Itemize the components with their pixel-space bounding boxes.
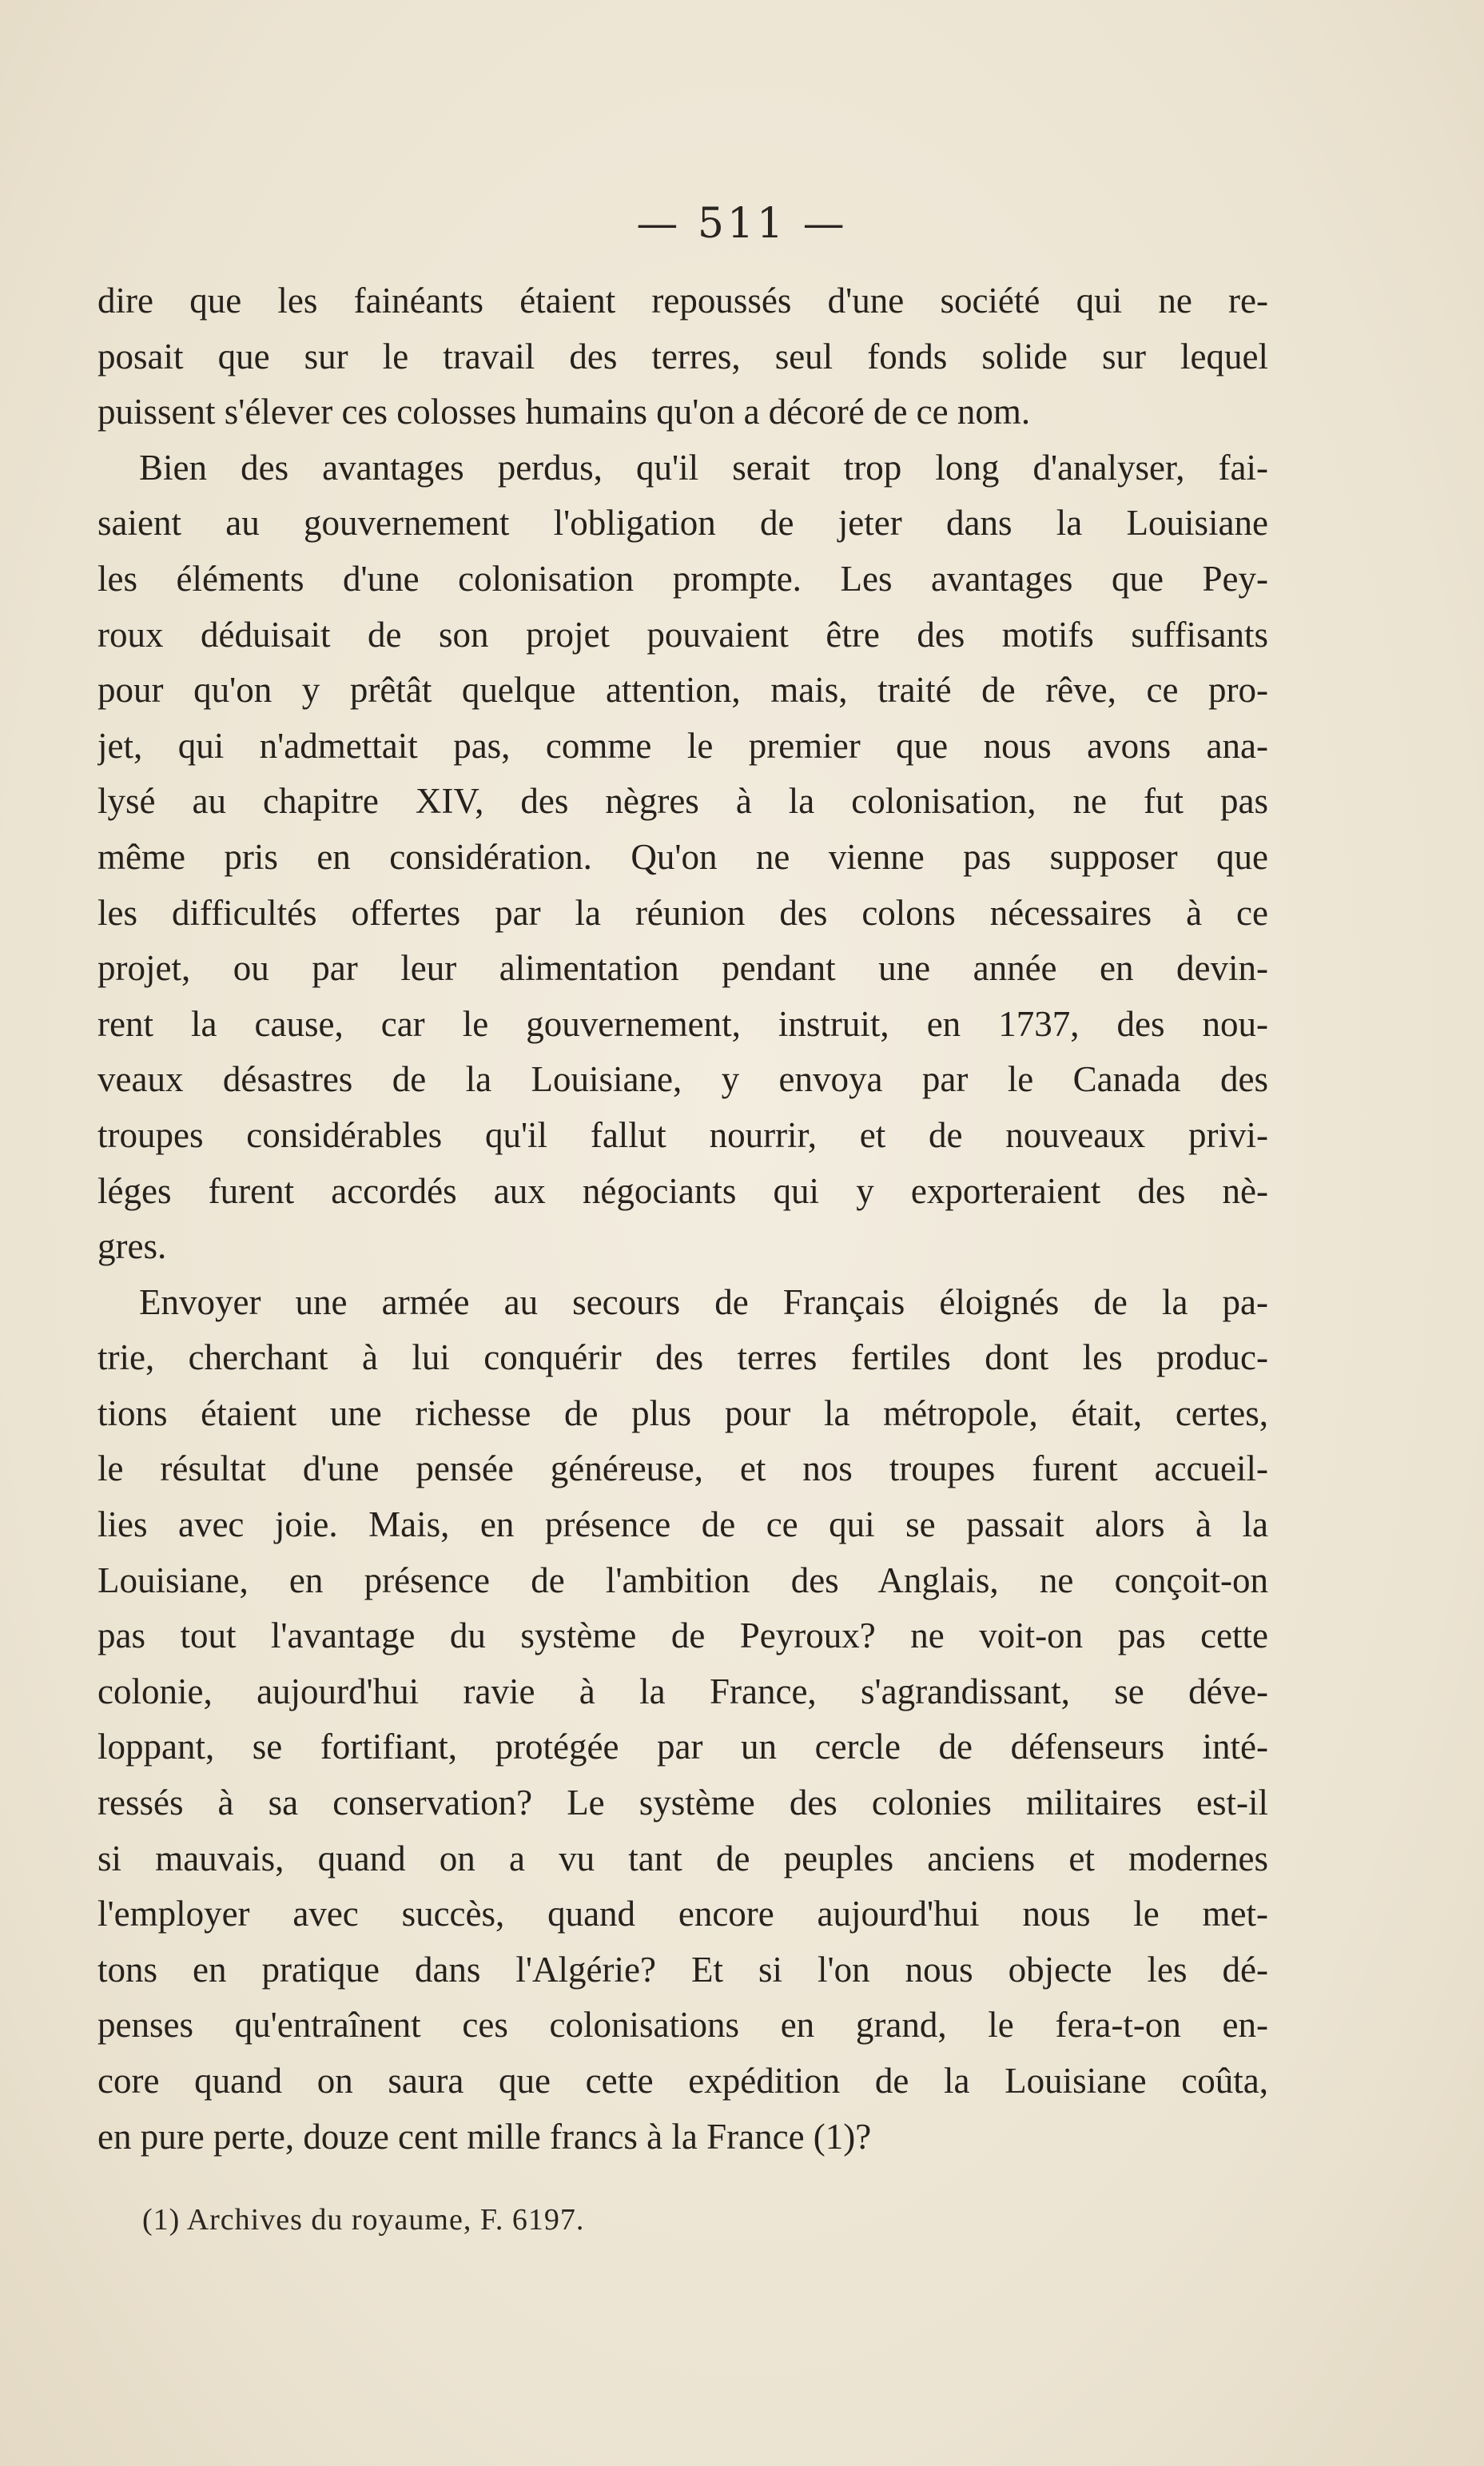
- text-line: dire que les fainéants étaient repoussés d'une société qui ne re-: [97, 281, 1268, 321]
- text-line: troupes considérables qu'il fallut nourrir, et de nouveaux privi-: [97, 1114, 1268, 1155]
- page-number: — 511 —: [636, 200, 848, 248]
- text-line: pour qu'on y prêtât quelque attention, mais, traité de rêve, ce pro-: [97, 670, 1268, 711]
- text-line: si mauvais, quand on a vu tant de peuples anciens et modernes: [97, 1838, 1268, 1878]
- text-line: loppant, se fortifiant, protégée par un cercle de défenseurs inté-: [97, 1727, 1268, 1767]
- body-text: [97, 273, 1268, 2165]
- text-line: projet, ou par leur alimentation pendant une année en devin-: [97, 948, 1268, 989]
- paragraph-start-line: Envoyer une armée au secours de Français éloignés de la pa-: [139, 1281, 1268, 1322]
- footnote: (1) Archives du royaume, F. 6197.: [142, 2203, 585, 2237]
- text-line: les éléments d'une colonisation prompte. Les avantages que Pey-: [97, 558, 1268, 599]
- text-line: même pris en considération. Qu'on ne vienne pas supposer que: [97, 836, 1268, 877]
- text-line: gres.: [97, 1226, 167, 1267]
- text-line: le résultat d'une pensée généreuse, et nos troupes furent accueil-: [97, 1448, 1268, 1489]
- text-line: core quand on saura que cette expédition de la Louisiane coûta,: [97, 2061, 1268, 2101]
- text-line: trie, cherchant à lui conquérir des terres fertiles dont les produc-: [97, 1337, 1268, 1378]
- text-line: puissent s'élever ces colosses humains qu'on a décoré de ce nom.: [97, 392, 1031, 432]
- text-line: tons en pratique dans l'Algérie? Et si l'on nous objecte les dé-: [97, 1949, 1268, 1990]
- text-line: l'employer avec succès, quand encore aujourd'hui nous le met-: [97, 1894, 1268, 1934]
- paragraph-start-line: Bien des avantages perdus, qu'il serait trop long d'analyser, fai-: [139, 447, 1268, 488]
- text-line: saient au gouvernement l'obligation de jeter dans la Louisiane: [97, 503, 1268, 544]
- text-line: veaux désastres de la Louisiane, y envoya par le Canada des: [97, 1059, 1268, 1100]
- text-line: roux déduisait de son projet pouvaient être des motifs suffisants: [97, 614, 1268, 655]
- text-line: colonie, aujourd'hui ravie à la France, s'agrandissant, se déve-: [97, 1671, 1268, 1711]
- text-line: en pure perte, douze cent mille francs à la France (1)?: [97, 2116, 872, 2157]
- text-line: Louisiane, en présence de l'ambition des Anglais, ne conçoit-on: [97, 1560, 1268, 1600]
- text-line: pas tout l'avantage du système de Peyroux? ne voit-on pas cette: [97, 1615, 1268, 1656]
- text-line: rent la cause, car le gouvernement, instruit, en 1737, des nou-: [97, 1003, 1268, 1044]
- text-line: jet, qui n'admettait pas, comme le premier que nous avons ana-: [97, 725, 1268, 766]
- text-line: ressés à sa conservation? Le système des colonies militaires est-il: [97, 1783, 1268, 1823]
- text-line: les difficultés offertes par la réunion des colons nécessaires à ce: [97, 892, 1268, 933]
- text-line: tions étaient une richesse de plus pour la métropole, était, certes,: [97, 1392, 1268, 1433]
- text-line: lysé au chapitre XIV, des nègres à la colonisation, ne fut pas: [97, 781, 1268, 822]
- text-line: posait que sur le travail des terres, seul fonds solide sur lequel: [97, 336, 1268, 376]
- text-line: penses qu'entraînent ces colonisations en grand, le fera-t-on en-: [97, 2005, 1268, 2046]
- text-line: lies avec joie. Mais, en présence de ce qui se passait alors à la: [97, 1504, 1268, 1545]
- text-line: léges furent accordés aux négociants qui y exporteraient des nè-: [97, 1170, 1268, 1211]
